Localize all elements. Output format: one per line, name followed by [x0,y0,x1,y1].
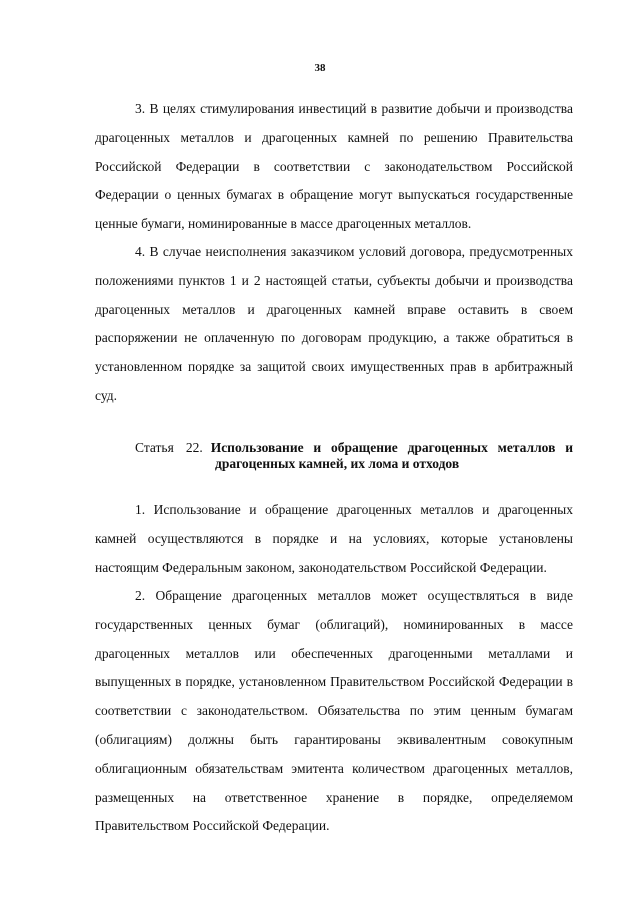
article-label: Статья [135,440,174,455]
paragraph-4: 4. В случае неисполнения заказчиком условий договора, предусмотренных положениями пунктов 1 и 2 настоящей статьи, субъекты добычи и производства драгоценных металлов и драгоценных камней вправе оставить в своем распоряжении не оплаченную по договорам продукцию, а также обратиться в установленном порядке за защитой своих имущественных прав в арбитражный суд. [95,244,573,403]
article-paragraph-2: 2. Обращение драгоценных металлов может осуществляться в виде государственных ценных бумаг (облигаций), номинированных в массе драгоценных металлов или обеспеченных драгоценными металлами и выпущенных в порядке, установленном Правительством Российской Федерации в соответствии с законодательством. Обязательства по этим ценным бумагам (облигациям) должны быть гарантированы эквивалентным совокупным облигационным обязательствам эмитента количеством драгоценных металлов, размещенных на ответственное хранение в порядке, определяемом Правительством Российской Федерации. [95,588,573,834]
page-number: 38 [314,62,326,74]
paragraph-3: 3. В целях стимулирования инвестиций в развитие добычи и производства драгоценных металлов и драгоценных камней по решению Правительства Российской Федерации в соответствии с законодательством Российской Федерации о ценных бумагах в обращение могут выпускаться государственные ценные бумаги, номинированные в массе драгоценных металлов. [95,101,573,232]
article-number: 22. [185,440,203,455]
article-title-line-1: Использование и обращение драгоценных металлов и [210,440,573,455]
article-heading [95,440,573,472]
article-paragraph-1: 1. Использование и обращение драгоценных металлов и драгоценных камней осуществляются в порядке и на условиях, которые установлены настоящим Федеральным законом, законодательством Российской Федерации. [95,502,573,575]
article-title-line-2: драгоценных камней, их лома и отходов [215,456,460,471]
